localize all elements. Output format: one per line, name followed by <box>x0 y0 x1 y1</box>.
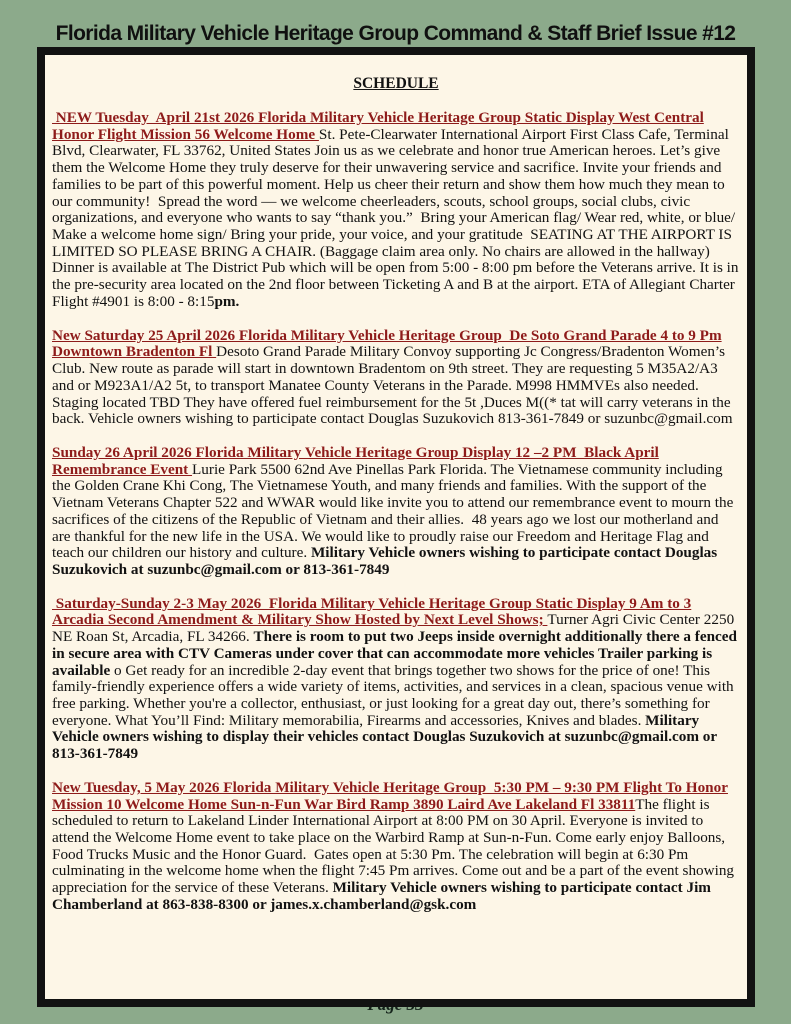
schedule-paragraphs <box>50 110 742 914</box>
event-paragraph <box>52 110 740 311</box>
text-run-heading: New Tuesday, 5 May 2026 Florida Military Vehicle Heritage Group 5:30 PM – 9:30 PM Flight To Honor Mission 10 Welcome Home Sun-n-Fun War Bird Ramp 3890 Laird Ave Lakeland Fl 33811 <box>52 778 728 813</box>
text-run-heading: NEW Tuesday April 21st 2026 Florida Military Vehicle Heritage Group Static Display West Central Honor Flight Mission 56 Welcome Home <box>52 109 704 143</box>
text-run-normal: o Get ready for an incredible 2-day event that brings together two shows for the price of one! This family-friendly experience offers a wide variety of items, activities, and services in a clean, spacious venue with free parking. Whether you're a collector, enthusiast, or just looking for a great day out, there’s something for everyone. What You’ll Find: Military memorabilia, Firearms and accessories, Knives and blades. <box>52 661 734 729</box>
text-run-normal: Desoto Grand Parade Military Convoy supporting Jc Congress/Bradenton Women’s Club. New route as parade will start in downtown Bradentom on 9th street. They are requesting 5 M35A2/A3 and or M923A1/A2 5t, to transport Manatee County Veterans in the Parade. M998 HMMVEs also needed. Staging located TBD They have offered fuel reimbursement for the 5t ,Duces M((* tat will carry veterans in the back. Vehicle owners wishing to participate contact Douglas Suzukovich 813-361-7849 or suzunbc@gmail.com <box>52 343 733 428</box>
text-run-bold: Military Vehicle owners wishing to participate contact Jim Chamberland at 863-838-8300 or james.x.chamberland@gsk.com <box>52 879 711 913</box>
text-run-heading: New Saturday 25 April 2026 Florida Military Vehicle Heritage Group De Soto Grand Parade 4 to 9 Pm Downtown Bradenton Fl <box>52 326 722 361</box>
event-paragraph <box>52 780 740 914</box>
content-panel <box>37 47 755 1007</box>
schedule-heading: SCHEDULE <box>353 75 439 92</box>
text-run-normal: The flight is scheduled to return to Lakeland Linder International Airport at 8:00 PM on 30 April. Everyone is invited to attend the Welcome Home event to take place on the Warbird Ramp at Sun-n-Fun. Come early enjoy Balloons, Food Trucks Music and the Honor Guard. Gates open at 5:30 Pm. The celebration will begin at 6:30 Pm culminating in the welcome home when the flight 7:45 Pm arrives. Come out and be a part of the event showing appreciation for the service of these Veterans. <box>52 795 735 897</box>
event-paragraph <box>52 328 740 428</box>
text-run-bold: Military Vehicle owners wishing to display their vehicles contact Douglas Suzukovich at suzunbc@gmail.com or 813-361-7849 <box>52 711 717 763</box>
text-run-bold: There is room to put two Jeeps inside overnight additionally there a fenced in secure area with CTV Cameras under cover that can accommodate more vehicles Trailer parking is available <box>52 628 737 679</box>
page-title: Florida Military Vehicle Heritage Group Command & Staff Brief Issue #12 <box>55 22 736 45</box>
event-paragraph <box>52 596 740 763</box>
text-run-normal: Lurie Park 5500 62nd Ave Pinellas Park Florida. The Vietnamese community including the Golden Crane Khi Cong, The Vietnamese Youth, and many friends and families. With the support of the Vietnam Veterans Chapter 522 and WWAR would like invite you to attend our remembrance event to mourn the sacrifices of the citizens of the Republic of Vietnam and their allies. 48 years ago we lost our motherland and are thankful for the new life in the USA. We would like to proudly raise our Freedom and Heritage Flag and teach our children our history and culture. <box>52 460 734 562</box>
text-run-heading: Sunday 26 April 2026 Florida Military Vehicle Heritage Group Display 12 –2 PM Black April Remembrance Event <box>52 443 659 478</box>
text-run-normal: Turner Agri Civic Center 2250 NE Roan St, Arcadia, FL 34266. <box>52 611 735 646</box>
text-run-bold: pm. <box>214 292 240 310</box>
text-run-bold: Military Vehicle owners wishing to participate contact Douglas Suzukovich at suzunbc@gmail.com or 813-361-7849 <box>52 544 718 578</box>
event-paragraph <box>52 445 740 579</box>
text-run-heading: Saturday-Sunday 2-3 May 2026 Florida Military Vehicle Heritage Group Static Display 9 Am to 3 Arcadia Second Amendment & Military Show Hosted by Next Level Shows; <box>52 594 692 629</box>
text-run-normal: St. Pete-Clearwater International Airport First Class Cafe, Terminal Blvd, Clearwater, FL 33762, United States Join us as we celebrate and honor true American heroes. Let’s give them the Welcome Home they truly deserve for their unwavering service and sacrifice. Invite your friends and families to be part of this powerful moment. Help us cheer their return and show them how much they mean to our community! Spread the word — we welcome cheerleaders, scouts, school groups, social clubs, civic organizations, and everyone who wants to say “thank you.” Bring your American flag/ Wear red, white, or blue/ Make a welcome home sign/ Bring your pride, your voice, and your gratitude SEATING AT THE AIRPORT IS LIMITED SO PLEASE BRING A CHAIR. (Baggage claim area only. No chairs are allowed in the hallway) Dinner is available at The District Pub which will be open from 5:00 - 8:00 pm before the Veterans arrive. It is in the pre-security area located on the 2nd floor between Ticketing A and B at the airport. ETA of Allegiant Charter Flight #4901 is 8:00 - 8:15 <box>52 125 739 310</box>
